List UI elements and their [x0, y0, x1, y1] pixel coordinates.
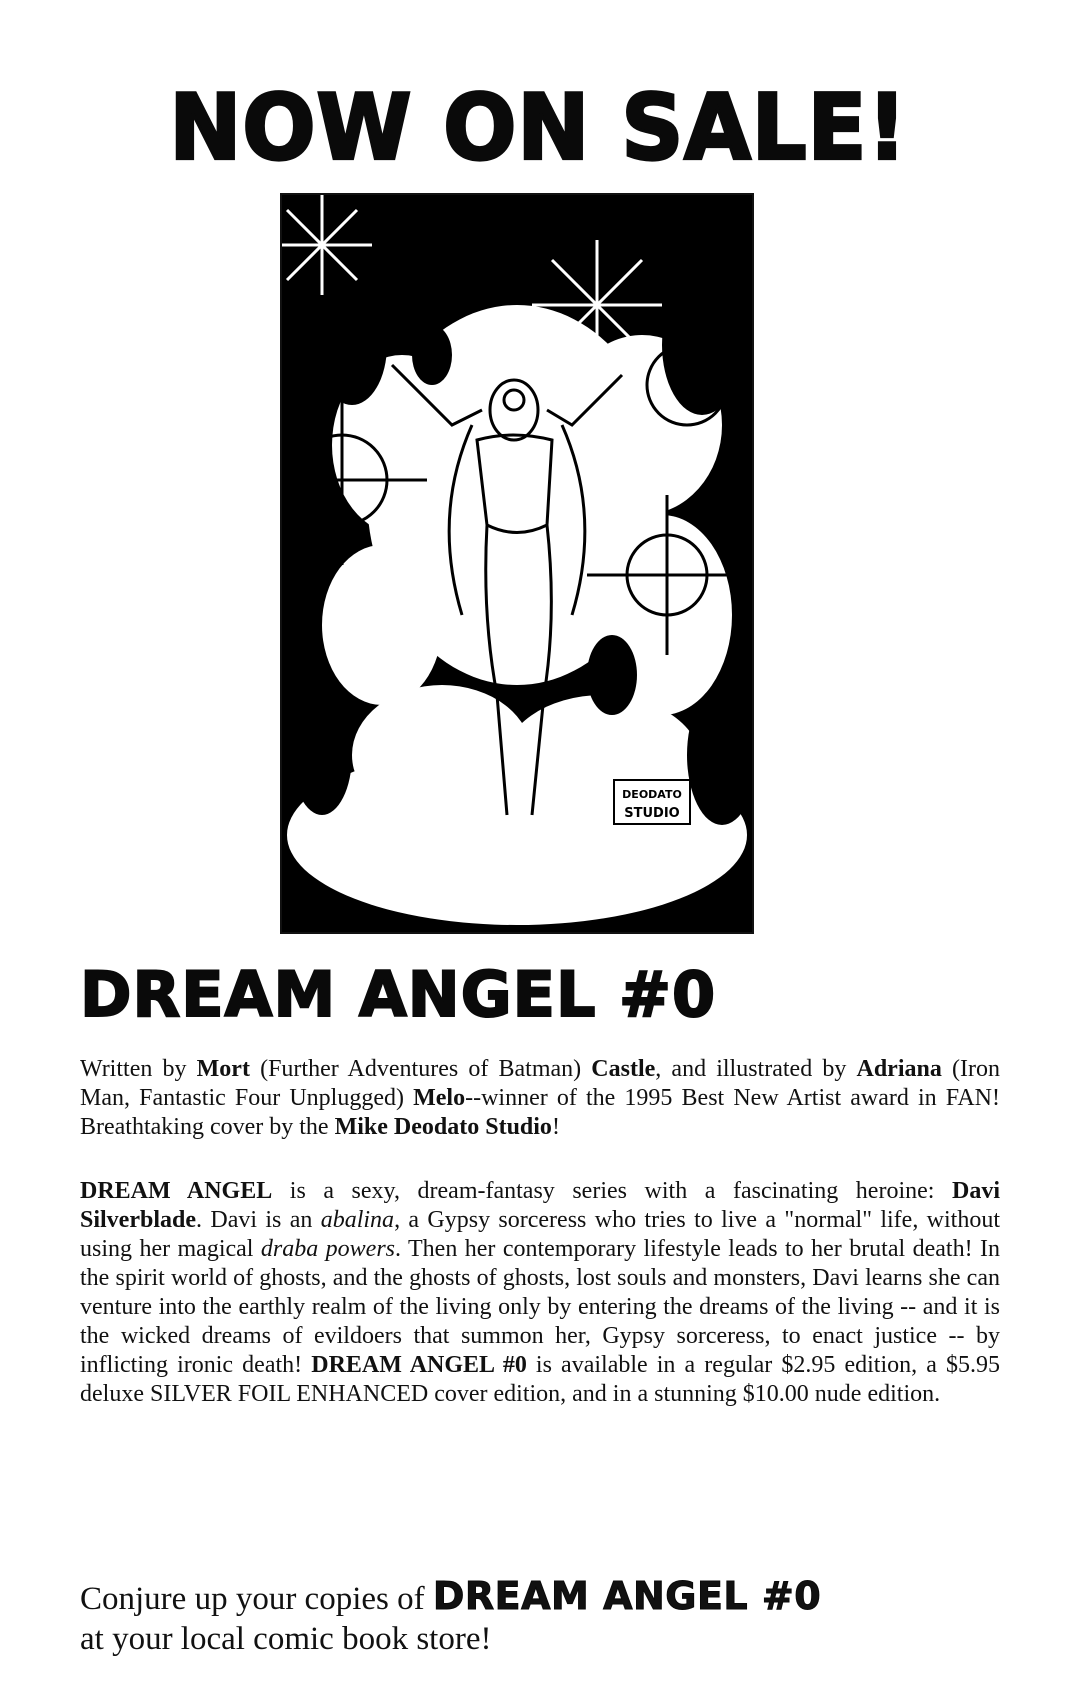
description-text: . Then her contemporary lifestyle leads to her brutal death! In the spirit world of ghosts, and the ghosts of ghosts, lost souls and monsters, Davi learns she can venture into the earthly realm of the living only by entering the dreams of the living -- and it is the wicked dreams of evildoers that summon her, Gypsy sorceress, to enact justice -- by inflicting ironic death!	[80, 1236, 1000, 1378]
credits-text: (Further Adventures of Batman)	[249, 1056, 592, 1082]
series-name: DREAM ANGEL	[80, 1178, 273, 1204]
abalina-term: abalina	[320, 1207, 395, 1233]
cover-artwork	[280, 193, 754, 934]
signature-deodato: DEODATO	[622, 788, 682, 801]
cover-artist-name: Mike Deodato Studio	[334, 1114, 552, 1140]
signature-studio: STUDIO	[624, 806, 680, 821]
artist-first-name: Adriana	[856, 1056, 942, 1082]
description-text: , a Gypsy sorceress who tries to live a "normal" life, without using her magical	[80, 1207, 1001, 1262]
cover-illustration	[282, 195, 752, 932]
powers-term: draba powers	[260, 1236, 396, 1262]
cta-line2: at your local comic book store!	[80, 1621, 492, 1657]
cta-title: DREAM ANGEL #0	[432, 1574, 822, 1618]
description-text: . Davi is an	[196, 1207, 321, 1233]
description-text: is a sexy, dream-fantasy series with a fascinating heroine:	[272, 1178, 952, 1204]
credits-paragraph	[80, 1055, 1000, 1142]
writer-last-name: Castle	[591, 1056, 656, 1082]
cta-prefix: Conjure up your copies of	[80, 1581, 433, 1617]
artist-last-name: Melo	[413, 1085, 466, 1111]
credits-text: , and illustrated by	[655, 1056, 857, 1082]
credits-text: !	[551, 1114, 560, 1140]
call-to-action	[80, 1576, 1020, 1659]
credits-text: (Iron Man, Fantastic Four Unplugged)	[80, 1056, 1000, 1111]
headline: NOW ON SALE!	[169, 75, 908, 181]
description-text: is available in a regular $2.95 edition, a $5.95 deluxe SILVER FOIL ENHANCED cover edition, and in a stunning $10.00 nude edition.	[80, 1352, 1000, 1407]
writer-first-name: Mort	[196, 1056, 250, 1082]
comic-title: DREAM ANGEL #0	[80, 958, 717, 1031]
credits-text: --winner of the 1995 Best New Artist award in FAN! Breathtaking cover by the	[80, 1085, 1001, 1140]
issue-name: DREAM ANGEL #0	[311, 1352, 527, 1378]
heroine-name: Davi Silverblade	[80, 1178, 1000, 1233]
description-paragraph	[80, 1177, 1000, 1409]
credits-text: Written by	[80, 1056, 197, 1082]
